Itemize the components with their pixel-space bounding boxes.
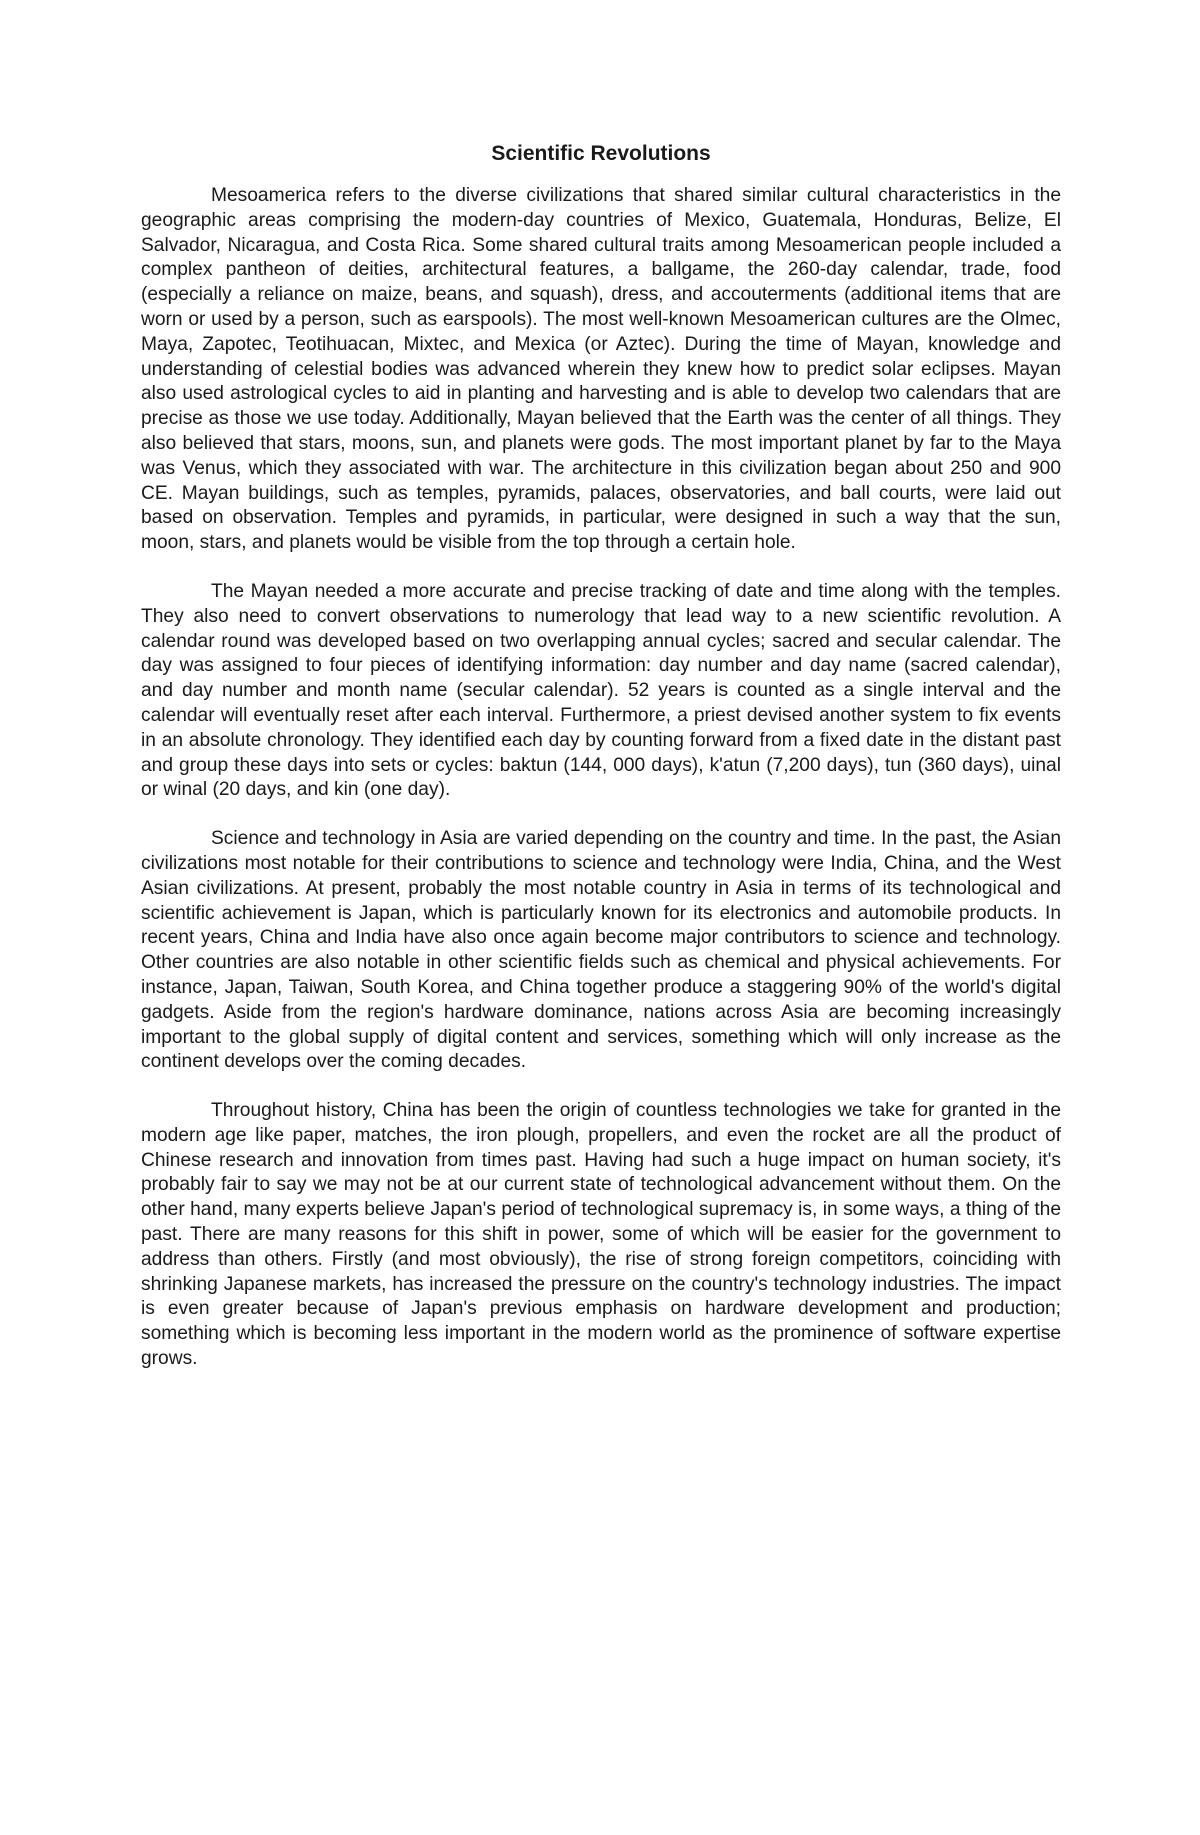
document-title: Scientific Revolutions [491,142,711,165]
paragraph-mesoamerica: Mesoamerica refers to the diverse civilizations that shared similar cultural characteristics in the geographic areas comprising the modern-day countries of Mexico, Guatemala, Honduras, Belize, El Salvador, Nicaragua, and Costa Rica. Some shared cultural traits among Mesoamerican people included a complex pantheon of deities, architectural features, a ballgame, the 260-day calendar, trade, food (especially a reliance on maize, beans, and squash), dress, and accouterments (additional items that are worn or used by a person, such as earspools). The most well-known Mesoamerican cultures are the Olmec, Maya, Zapotec, Teotihuacan, Mixtec, and Mexica (or Aztec). During the time of Mayan, knowledge and understanding of celestial bodies was advanced wherein they knew how to predict solar eclipses. Mayan also used astrological cycles to aid in planting and harvesting and is able to develop two calendars that are precise as those we use today. Additionally, Mayan believed that the Earth was the center of all things. They also believed that stars, moons, sun, and planets were gods. The most important planet by far to the Maya was Venus, which they associated with war. The architecture in this civilization began about 250 and 900 CE. Mayan buildings, such as temples, pyramids, palaces, observatories, and ball courts, were laid out based on observation. Temples and pyramids, in particular, were designed in such a way that the sun, moon, stars, and planets would be visible from the top through a certain hole. [141,185,1061,554]
paragraph-asia-science: Science and technology in Asia are varied depending on the country and time. In the past, the Asian civilizations most notable for their contributions to science and technology were India, China, and the West Asian civilizations. At present, probably the most notable country in Asia in terms of its technological and scientific achievement is Japan, which is particularly known for its electronics and automobile products. In recent years, China and India have also once again become major contributors to science and technology. Other countries are also notable in other scientific fields such as chemical and physical achievements. For instance, Japan, Taiwan, South Korea, and China together produce a staggering 90% of the world's digital gadgets. Aside from the region's hardware dominance, nations across Asia are becoming increasingly important to the global supply of digital content and services, something which will only increase as the continent develops over the coming decades. [141,828,1061,1073]
document-page [141,140,1061,1396]
paragraph-mayan-calendar: The Mayan needed a more accurate and precise tracking of date and time along with the temples. They also need to convert observations to numerology that lead way to a new scientific revolution. A calendar round was developed based on two overlapping annual cycles; sacred and secular calendar. The day was assigned to four pieces of identifying information: day number and day name (sacred calendar), and day number and month name (secular calendar). 52 years is counted as a single interval and the calendar will eventually reset after each interval. Furthermore, a priest devised another system to fix events in an absolute chronology. They identified each day by counting forward from a fixed date in the distant past and group these days into sets or cycles: baktun (144, 000 days), k'atun (7,200 days), tun (360 days), uinal or winal (20 days, and kin (one day). [141,580,1061,801]
paragraph-china-japan: Throughout history, China has been the origin of countless technologies we take for granted in the modern age like paper, matches, the iron plough, propellers, and even the rocket are all the product of Chinese research and innovation from times past. Having had such a huge impact on human society, it's probably fair to say we may not be at our current state of technological advancement without them. On the other hand, many experts believe Japan's period of technological supremacy is, in some ways, a thing of the past. There are many reasons for this shift in power, some of which will be easier for the government to address than others. Firstly (and most obviously), the rise of strong foreign competitors, coinciding with shrinking Japanese markets, has increased the pressure on the country's technology industries. The impact is even greater because of Japan's previous emphasis on hardware development and production; something which is becoming less important in the modern world as the prominence of software expertise grows. [141,1100,1061,1370]
